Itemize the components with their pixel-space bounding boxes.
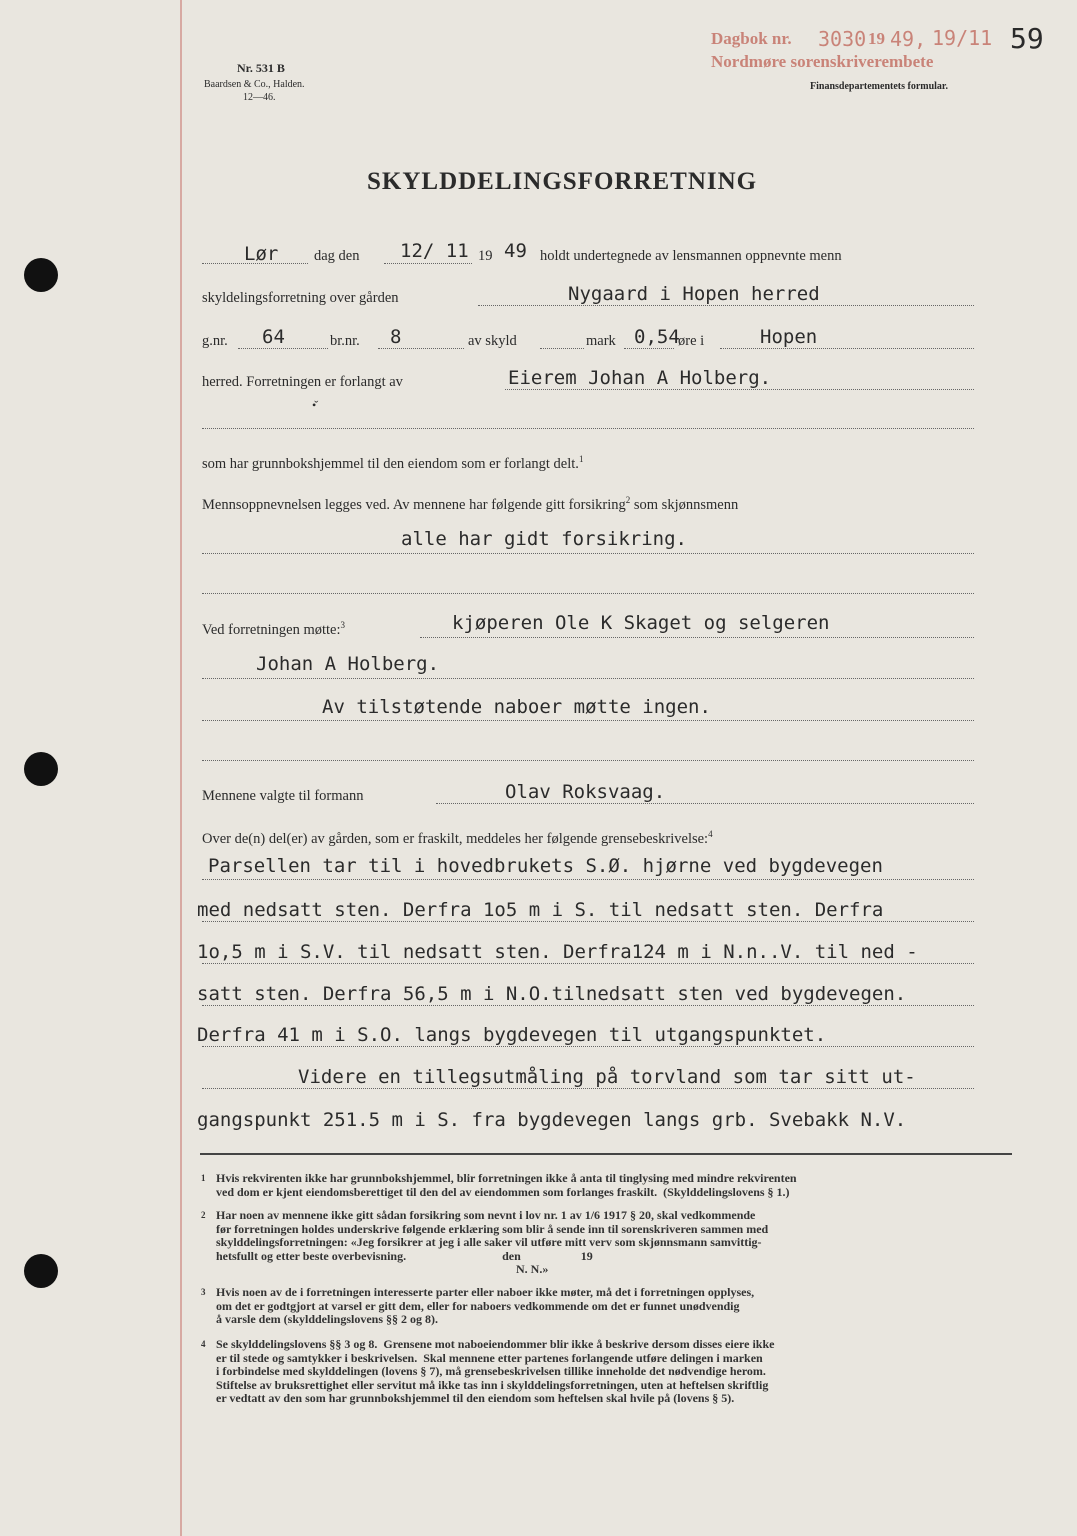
section-divider bbox=[200, 1153, 1012, 1155]
menns-text: Mennsoppnevnelsen legges ved. Av mennene har følgende gitt forsikring$^2$ som skjønnsmenn bbox=[202, 495, 739, 513]
ore-label: øre i bbox=[678, 333, 705, 349]
boundary-line: Videre en tillegsutmåling på torvland som tar sitt ut- bbox=[298, 1066, 916, 1088]
dag-den-label: dag den bbox=[314, 248, 360, 264]
mark-value: 0,54 bbox=[634, 326, 680, 348]
skyld-over-label: skyldelingsforretning over gården bbox=[202, 290, 399, 306]
printer: Baardsen & Co., Halden. bbox=[204, 79, 305, 90]
finance-note: Finansdepartementets formular. bbox=[810, 81, 948, 92]
stamp-dagbok-label: Dagbok nr. bbox=[711, 29, 792, 48]
stamp-year-prefix: 19 bbox=[868, 29, 885, 48]
stamp-office: Nordmøre sorenskriverembete bbox=[711, 52, 934, 71]
stamp-date: 19/11 bbox=[932, 26, 993, 50]
stamp-extra-number: 59 bbox=[1010, 22, 1044, 55]
over-deler-text: Over de(n) del(er) av gården, som er fraskilt, meddeles her følgende grensebeskrivelse:$^4$ bbox=[202, 829, 713, 847]
margin-line bbox=[180, 0, 182, 1536]
boundary-line: med nedsatt sten. Derfra 1o5 m i S. til nedsatt sten. Derfra bbox=[197, 899, 884, 921]
footnote-ref-4: 4 bbox=[708, 829, 713, 839]
stamp-number: 3030 bbox=[818, 27, 867, 51]
herred-label: herred. Forretningen er forlangt av bbox=[202, 374, 403, 390]
weekday: Lør bbox=[244, 243, 279, 265]
footnote-ref-3: 3 bbox=[340, 620, 346, 630]
ved-motte-label: Ved forretningen møtte:$^3$ bbox=[202, 620, 346, 638]
gnr-label: g.nr. bbox=[202, 333, 228, 349]
boundary-line: Derfra 41 m i S.O. langs bygdevegen til utgangspunktet. bbox=[197, 1024, 827, 1046]
brnr-label: br.nr. bbox=[330, 333, 360, 349]
boundary-line: Parsellen tar til i hovedbrukets S.Ø. hjørne ved bygdevegen bbox=[208, 855, 883, 877]
attendees-line3: Av tilstøtende naboer møtte ingen. bbox=[322, 696, 711, 718]
formann-value: Olav Roksvaag. bbox=[505, 781, 666, 803]
forsikring-value: alle har gidt forsikring. bbox=[401, 528, 687, 550]
page-title: SKYLDDELINGSFORRETNING bbox=[367, 168, 758, 195]
boundary-line: gangspunkt 251.5 m i S. fra bygdevegen langs grb. Svebakk N.V. bbox=[197, 1109, 907, 1131]
print-date: 12—46. bbox=[243, 92, 276, 103]
date: 12/ 11 bbox=[400, 240, 469, 262]
attendees-line2: Johan A Holberg. bbox=[256, 653, 440, 675]
holdt-text: holdt undertegnede av lensmannen oppnevnte menn bbox=[540, 248, 842, 264]
year-prefix: 19 bbox=[478, 248, 493, 264]
punch-hole bbox=[24, 258, 58, 292]
formann-label: Mennene valgte til formann bbox=[202, 788, 364, 804]
requester: Eierem Johan A Holberg. bbox=[508, 367, 772, 389]
boundary-line: satt sten. Derfra 56,5 m i N.O.tilnedsatt sten ved bygdevegen. bbox=[197, 983, 907, 1005]
footnote-ref-1: 1 bbox=[578, 454, 584, 464]
year: 49 bbox=[504, 240, 527, 262]
grunnbok-text: som har grunnbokshjemmel til den eiendom som er forlangt delt.$^1$ bbox=[202, 454, 584, 472]
check-mark: •̌ bbox=[312, 398, 317, 412]
boundary-line: 1o,5 m i S.V. til nedsatt sten. Derfra124 m i N.n..V. til ned - bbox=[197, 941, 918, 963]
punch-hole bbox=[24, 1254, 58, 1288]
mark-label: mark bbox=[586, 333, 616, 349]
form-number: Nr. 531 B bbox=[237, 61, 285, 75]
document-page: Nr. 531 B Baardsen & Co., Halden. 12—46. Dagbok nr. 3030 19 49, 19/11 59 Nordmøre sorenskriverembete Finansdepartementets formular. SKYLDDELINGSFORRETNING Lør dag den 12/ 11 19 49 holdt undertegnede av lensmannen oppnevnte menn skyldelingsforretning over gården Nygaard i Hopen herred g.nr. 64 br.nr. 8 av skyld mark 0,54 øre i Hopen herred. Forretningen er forlangt av Eierem Johan A Holberg. •̌ som har grunnbokshjemmel til den eiendom som er forlangt delt.$^1$ Mennsoppnevnelsen legges ved. Av mennene har følgende gitt forsikring$^2$ som skjønnsmenn alle har gidt forsikring. Ved forretningen møtte:$^3$ kjøperen Ole K Skaget og selgeren Johan A Holberg. Av tilstøtende naboer møtte ingen. Mennene valgte til formann Olav Roksvaag. Over de(n) del(er) av gården, som er fraskilt, meddeles her følgende grensebeskrivelse:$^4$ Parsellen tar til i hovedbrukets S.Ø. hjørne ved bygdevegen med nedsatt sten. Derfra 1o5 m i S. til nedsatt sten. Derfra 1o,5 m i S.V. til nedsatt sten. Derfra124 m i N.n..V. til ned - satt sten. Derfra 56,5 m i N.O.tilnedsatt sten ved bygdevegen. Derfra 41 m i S.O. langs bygdevegen til utgangspunktet. Videre en tillegsutmåling på torvland som tar sitt ut- gangspunkt 251.5 m i S. fra bygdevegen langs grb. Svebakk N.V. 1 Hvis rekvirenten ikke har grunnbokshjemmel, blir forretningen ikke å anta til tinglysing med mindre rekvirenten ved dom er kjent eiendomsberettiget til den del av eiendommen som forlanges fraskilt. (Skylddelingslovens § 1.) 2 Har noen av mennene ikke gitt sådan forsikring som nevnt i lov nr. 1 av 1/6 1917 § 20, skal vedkommende før forretningen holdes underskrive følgende erklæring som blir å sende inn til sorenskriveren sammen med skylddelingsforretningen: «Jeg forsikrer at jeg i alle saker vil utføre mitt verv som skjønnsmann samvittig- hetsfullt og etter beste overbevisning. den 19 N. N.» 3 Hvis noen av de i forretningen interesserte parter eller naboer ikke møter, må det i forretningen opplyses, om det er godtgjort at varsel er gitt dem, eller for naboers vedkommende om det er funnet unødvendig å varsle dem (skylddelingslovens §§ 2 og 8). 4 Se skylddelingslovens §§ 3 og 8. Grensene mot naboeiendommer blir ikke å beskrive dersom disses eiere ikke er til stede og samtykker i beskrivelsen. Skal mennene etter partenes forlangende utføre delingen i marken i forbindelse med skylddelingen (lovens § 7), må grensebeskrivelsen tillike inneholde det nødvendige herom. Stiftelse av bruksrettighet eller servitut må ikke tas inn i skylddelingsforretningen, uten at heftelsen skriftlig er vedtatt av den som har grunnbokshjemmel til den eiendom som heftelsen skal hvile på (lovens § 5). bbox=[0, 0, 1077, 1536]
gnr-value: 64 bbox=[262, 326, 285, 348]
farm-name: Nygaard i Hopen herred bbox=[568, 283, 820, 305]
av-skyld-label: av skyld bbox=[468, 333, 517, 349]
punch-hole bbox=[24, 752, 58, 786]
stamp-year: 49, bbox=[890, 27, 927, 51]
place: Hopen bbox=[760, 326, 818, 348]
footnote-ref-2: 2 bbox=[625, 495, 631, 505]
brnr-value: 8 bbox=[390, 326, 402, 348]
attendees-line1: kjøperen Ole K Skaget og selgeren bbox=[452, 612, 830, 634]
